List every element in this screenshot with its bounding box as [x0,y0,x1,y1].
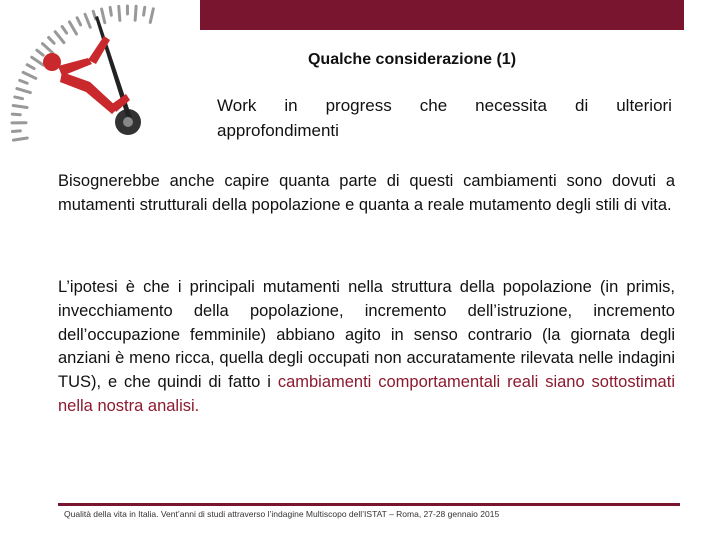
subtitle-line: approfondimenti [217,121,339,140]
speedometer-figure-icon [0,0,210,150]
footer-citation: Qualità della vita in Italia. Vent’anni di studi attraverso l’indagine Multiscopo dell’ISTAT – Roma, 27-28 gennaio 2015 [64,509,500,519]
subtitle-word: necessita [475,96,547,115]
subtitle-line [217,93,672,118]
paragraph-text: L’ipotesi è che i principali mutamenti nella struttura della popolazione (in primis, invecchiamento della popolazione, incremento dell’istruzione, incremento dell’occupazione femminile) abbiano agito in senso contrario (la giornata degli anziani è meno ricca, quella degli occupati non accuratamente rilevata nelle indagini TUS), e che quindi di fatto i [58,278,675,392]
subtitle-word: Work [217,96,257,115]
slide-subtitle [217,93,672,143]
paragraph-hypothesis [58,276,675,419]
subtitle-word: progress [325,96,392,115]
slide-title: Qualche considerazione (1) [307,51,517,68]
subtitle-word: in [284,96,298,115]
subtitle-word: ulteriori [616,96,672,115]
paragraph-structural-changes: Bisognerebbe anche capire quanta parte di questi cambiamenti sono dovuti a mutamenti strutturali della popolazione e quanta a reale mutamento degli stili di vita. [58,172,675,214]
highlighted-conclusion: cambiamenti comportamentali reali siano sottostimati nella nostra analisi. [58,373,675,415]
header-accent-bar [200,0,684,30]
subtitle-word: che [419,96,448,115]
subtitle-word: di [574,96,589,115]
footer-divider [58,503,680,506]
